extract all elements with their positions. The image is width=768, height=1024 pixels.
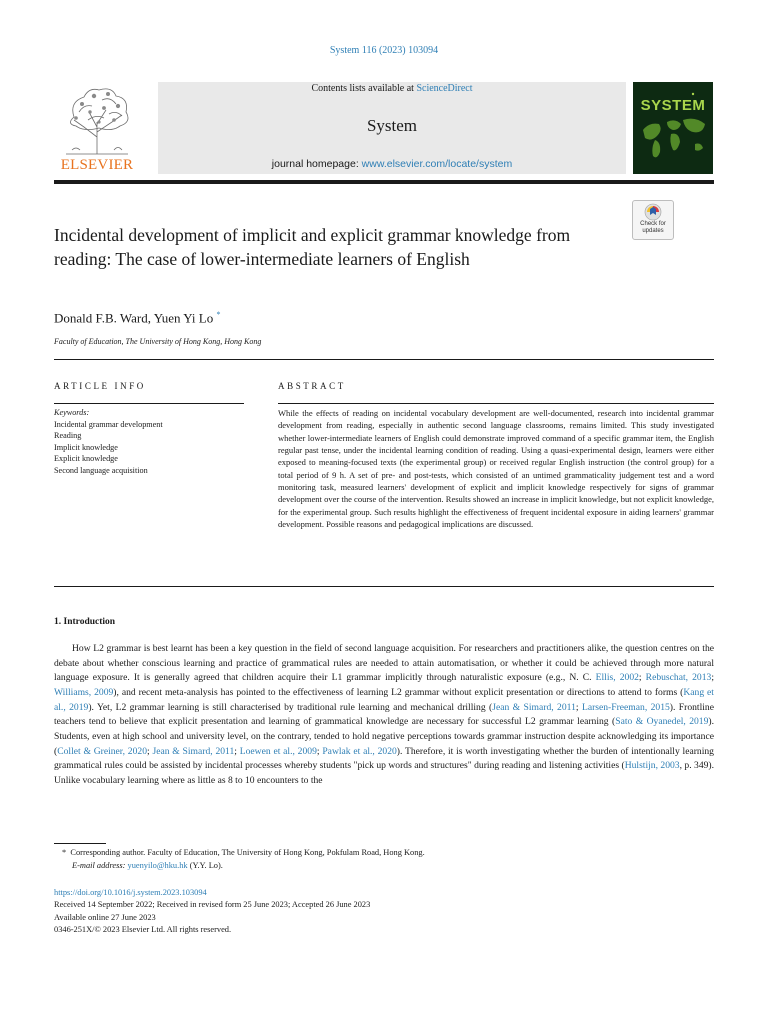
abstract-heading: ABSTRACT bbox=[278, 381, 346, 391]
citation-link[interactable]: Larsen-Freeman, 2015 bbox=[581, 701, 670, 713]
email-link[interactable]: yuenyilo@hku.hk bbox=[127, 860, 188, 870]
contents-line bbox=[158, 83, 626, 94]
intro-text: ; bbox=[147, 745, 153, 757]
abstract-bottom-divider bbox=[54, 586, 714, 587]
corresponding-author-marker[interactable]: * bbox=[216, 310, 221, 319]
citation-link[interactable]: Collet & Greiner, 2020 bbox=[57, 745, 147, 757]
intro-text: ). Frontline teachers tend to believe that explicit presentation and learning of grammatical knowledge are necessary for successful L2 grammar learning ( bbox=[54, 701, 714, 728]
author-divider bbox=[54, 359, 714, 360]
citation-link[interactable]: Kang et al., 2019 bbox=[54, 686, 714, 713]
intro-text: ; bbox=[575, 701, 582, 713]
affiliation: Faculty of Education, The University of Hong Kong, Hong Kong bbox=[54, 337, 262, 346]
keywords-block bbox=[54, 407, 254, 477]
abstract-text: While the effects of reading on incidental vocabulary development are well-documented, research into incidental grammar development from reading, especially in authentic second language classrooms, remains limited. This study investigated whether lower-intermediate learners of English could demonstrate improved command of a specific grammar item, the English regular past tense, under the incidental learning condition of reading. Using a quasi-experimental design, learners were either exposed to meaning-focused texts (the experimental group) or received regular English instruction (the control group) for a total period of 9 h. A set of pre- and post-tests, which consisted of an untimed grammaticality judgement test and a word monitoring task, measured learners' development of explicit and implicit knowledge respectively for signs of grammar development over the course of the intervention. Results showed an increase in implicit knowledge, but not explicit knowledge, for the experimental group. Such results highlight the effectiveness of frequent incidental exposure in aiding learners' grammar development. Possible reasons and pedagogical implications are discussed. bbox=[278, 408, 714, 530]
journal-reference[interactable]: System 116 (2023) 103094 bbox=[329, 45, 439, 56]
citation-link[interactable]: Jean & Simard, 2011 bbox=[492, 701, 576, 713]
citation-link[interactable]: Jean & Simard, 2011 bbox=[152, 745, 235, 757]
intro-text: ; bbox=[316, 745, 323, 757]
footnote bbox=[62, 847, 425, 872]
intro-text: ; bbox=[234, 745, 240, 757]
check-badge-line1: Check for bbox=[640, 221, 666, 227]
intro-text: ; bbox=[711, 672, 714, 684]
article-title: Incidental development of implicit and explicit grammar knowledge from reading: The case of lower-intermediate learners of English bbox=[54, 225, 571, 269]
introduction-heading: 1. Introduction bbox=[54, 617, 116, 627]
email-suffix: (Y.Y. Lo). bbox=[187, 860, 223, 870]
elsevier-wordmark: ELSEVIER bbox=[60, 157, 134, 173]
intro-text: How L2 grammar is best learnt has been a key question in the field of second language acquisition. For researchers and practitioners alike, the question centres on the debate about whether conscious learning and practice of grammatical rules are needed to attain automatisation, or whether it could be achieved through more natural language exposure. It is generally agreed that children acquire their L1 grammar implicitly through naturalistic exposure (e.g., N. C. bbox=[54, 643, 714, 684]
keyword-item: Implicit knowledge bbox=[54, 442, 118, 452]
keyword-item: Explicit knowledge bbox=[54, 454, 118, 464]
citation-link[interactable]: Hulstijn, 2003 bbox=[624, 760, 680, 772]
article-info-heading: ARTICLE INFO bbox=[54, 381, 146, 391]
corresponding-author-note bbox=[62, 847, 425, 860]
article-metadata bbox=[54, 887, 370, 937]
contents-prefix: Contents lists available at bbox=[311, 83, 417, 94]
citation-link[interactable]: Loewen et al., 2009 bbox=[239, 745, 317, 757]
citation-link[interactable]: Williams, 2009 bbox=[54, 686, 114, 698]
intro-text: ). Therefore, it is worth investigating whether the burden of intentionally learning grammatical rules could be assisted by incidental processes whereby students "pick up words and structures" during reading and listening activities ( bbox=[54, 745, 714, 772]
keyword-item: Second language acquisition bbox=[54, 465, 148, 475]
email-label: E-mail address: bbox=[72, 860, 126, 870]
article-info-divider bbox=[54, 403, 244, 404]
keyword-item: Incidental grammar development bbox=[54, 419, 163, 429]
intro-text: ), and recent meta-analysis has pointed to the effectiveness of learning L2 grammar without explicit presentation or directions to attend to forms ( bbox=[113, 686, 684, 698]
check-badge-line2: updates bbox=[642, 228, 664, 234]
citation-link[interactable]: Ellis, 2002 bbox=[595, 672, 639, 684]
homepage-link[interactable]: www.elsevier.com/locate/system bbox=[361, 158, 513, 170]
citation-link[interactable]: Pawlak et al., 2020 bbox=[322, 745, 397, 757]
check-for-updates-button[interactable] bbox=[632, 200, 674, 240]
check-for-updates-icon bbox=[644, 203, 662, 221]
introduction-paragraph bbox=[54, 642, 714, 789]
footnote-divider bbox=[54, 843, 106, 844]
doi-link[interactable]: https://doi.org/10.1016/j.system.2023.103094 bbox=[54, 888, 207, 897]
homepage-prefix: journal homepage: bbox=[271, 158, 362, 170]
intro-text: , p. 349). Unlike vocabulary learning where as little as 8 to 10 encounters to the bbox=[54, 760, 715, 786]
intro-text: ; bbox=[638, 672, 646, 684]
email-line bbox=[62, 860, 425, 873]
cover-world-map-icon bbox=[633, 82, 713, 174]
available-online: Available online 27 June 2023 bbox=[54, 912, 156, 922]
keyword-item: Reading bbox=[54, 431, 82, 441]
keywords-label: Keywords: bbox=[54, 408, 90, 417]
sciencedirect-link[interactable]: ScienceDirect bbox=[416, 83, 473, 94]
journal-homepage bbox=[158, 158, 626, 170]
cover-title: SYSTEM bbox=[640, 97, 706, 114]
authors-names: Donald F.B. Ward, Yuen Yi Lo bbox=[54, 310, 214, 326]
journal-name: System bbox=[366, 116, 418, 135]
header-divider bbox=[54, 180, 714, 184]
author-list bbox=[54, 310, 220, 326]
citation-link[interactable]: Sato & Oyanedel, 2019 bbox=[615, 716, 709, 728]
abstract-divider bbox=[278, 403, 714, 404]
citation-link[interactable]: Rebuschat, 2013 bbox=[645, 672, 712, 684]
footnote-marker: * bbox=[62, 848, 67, 857]
copyright: 0346-251X/© 2023 Elsevier Ltd. All rights reserved. bbox=[54, 925, 232, 935]
journal-cover-thumbnail[interactable] bbox=[633, 82, 713, 174]
corresponding-author-text: Corresponding author. Faculty of Education, The University of Hong Kong, Pokfulam Road, Hong Kong. bbox=[70, 848, 425, 857]
intro-text: ). Yet, L2 grammar learning is still characterised by traditional rule learning and mechanical drilling ( bbox=[88, 701, 493, 713]
intro-text: ). Students, even at high school and university level, on the contrary, tended to hold negative perceptions towards grammar instruction despite acknowledging its importance ( bbox=[54, 716, 714, 757]
received-dates: Received 14 September 2022; Received in revised form 25 June 2023; Accepted 26 June 2023 bbox=[54, 900, 371, 910]
